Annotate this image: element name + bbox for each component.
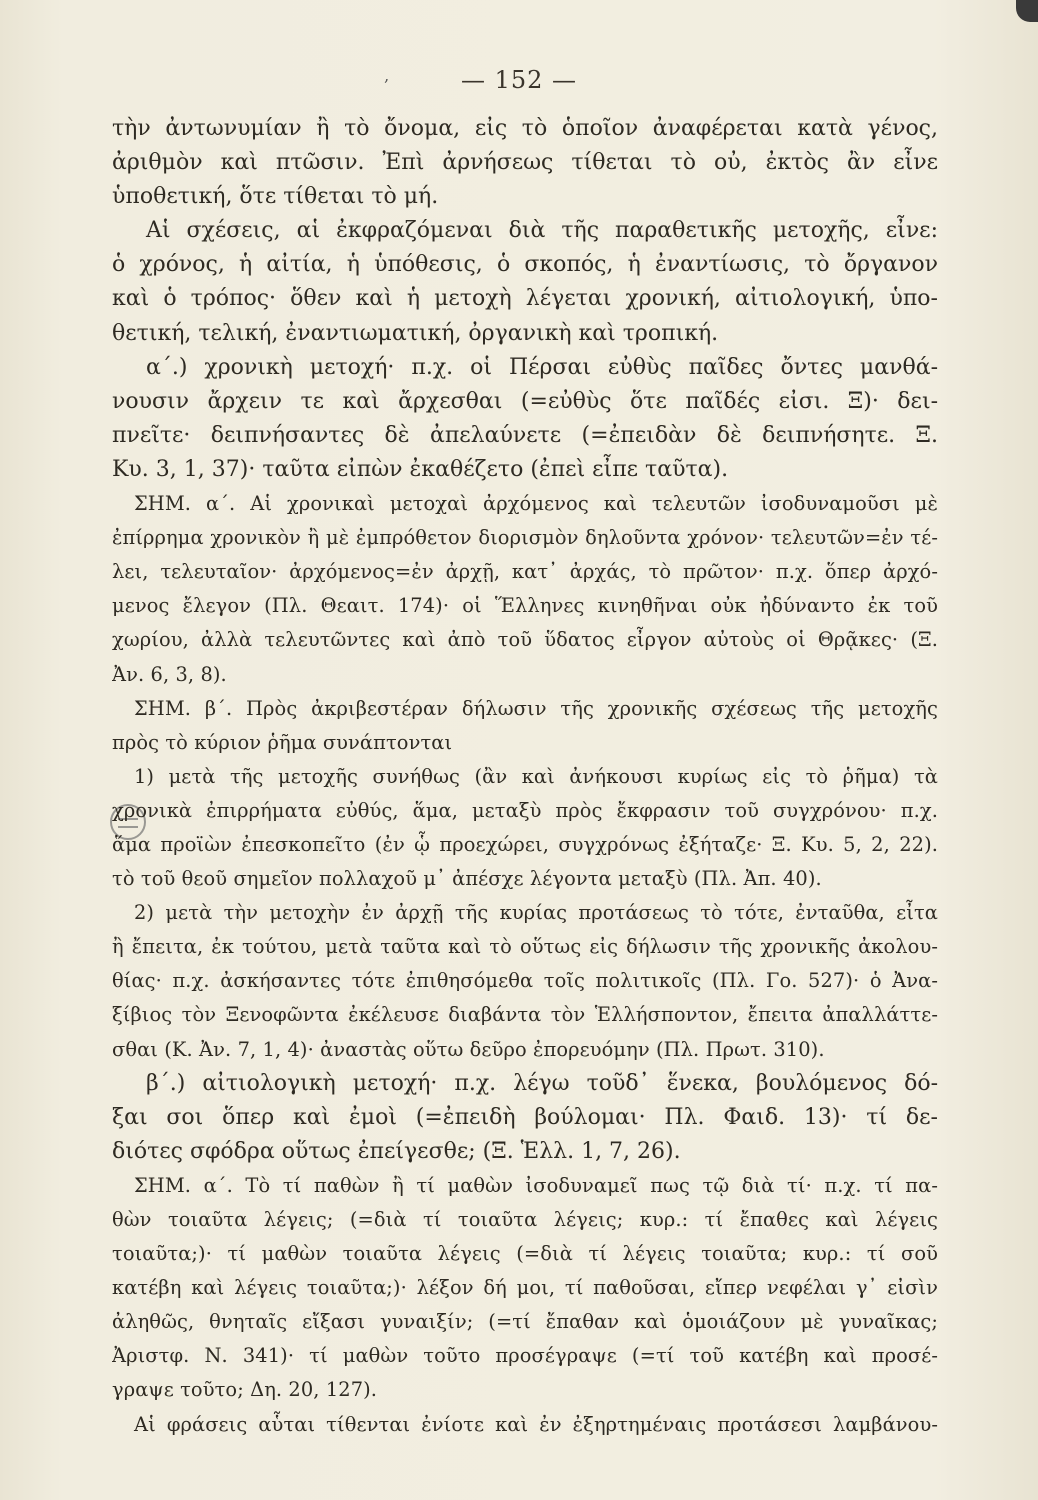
text-line: β΄.) αἰτιολογικὴ μετοχή· π.χ. λέγω τοῦδ᾽ ἕνεκα, βουλόμενος δό- [146,1070,938,1096]
corner-scan-mark [1016,0,1038,22]
text-line: ἀριθμὸν καὶ πτῶσιν. Ἐπὶ ἀρνήσεως τίθεται τὸ οὐ, ἐκτὸς ἂν εἶνε [112,150,938,176]
text-line: νουσιν ἄρχειν τε καὶ ἄρχεσθαι (=εὐθὺς ὅτε παῖδές εἰσι. Ξ)· δει- [112,388,938,414]
note-line: γραψε τοῦτο; Δη. 20, 127). [112,1378,378,1402]
note-line: χωρίου, ἀλλὰ τελευτῶντες καὶ ἀπὸ τοῦ ὕδατος εἶργον αὐτοὺς οἱ Θρᾷκες· (Ξ. [112,628,938,652]
note-line: λει, τελευταῖον· ἀρχόμενος=ἐν ἀρχῇ, κατ᾽ ἀρχάς, τὸ πρῶτον· π.χ. ὅπερ ἀρχό- [112,560,938,584]
text-line: διότες σφόδρα οὕτως ἐπείγεσθε; (Ξ. Ἑλλ. 1, 7, 26). [112,1138,681,1164]
page-text [112,112,938,1442]
text-line: α΄.) χρονικὴ μετοχή· π.χ. οἱ Πέρσαι εὐθὺς παῖδες ὄντες μανθά- [146,354,938,380]
text-line: θετική, τελική, ἐναντιωματική, ὀργανικὴ καὶ τροπική. [112,320,719,346]
note-line: Ἀριστφ. Ν. 341)· τί μαθὼν τοῦτο προσέγραψε (=τί τοῦ κατέβη καὶ προσέ- [112,1344,938,1368]
note-line: 2) μετὰ τὴν μετοχὴν ἐν ἀρχῇ τῆς κυρίας προτάσεως τὸ τότε, ἐνταῦθα, εἶτα [134,901,938,925]
note-line: κατέβη καὶ λέγεις τοιαῦτα;)· λέξον δή μοι, τί παθοῦσαι, εἴπερ νεφέλαι γ᾽ εἰσὶν [112,1276,938,1300]
note-line: ἀληθῶς, θνηταῖς εἴξασι γυναιξίν; (=τί ἔπαθαν καὶ ὁμοιάζουν μὲ γυναῖκας; [112,1310,938,1334]
note-line: 1) μετὰ τῆς μετοχῆς συνήθως (ἂν καὶ ἀνήκουσι κυρίως εἰς τὸ ῥῆμα) τὰ [134,764,938,788]
note-line: ἅμα προϊὼν ἐπεσκοπεῖτο (ἐν ᾧ προεχώρει, συγχρόνως ἐξήταζε· Ξ. Κυ. 5, 2, 22). [112,832,938,856]
note-line: ΣΗΜ. β΄. Πρὸς ἀκριβεστέραν δήλωσιν τῆς χρονικῆς σχέσεως τῆς μετοχῆς [134,696,938,720]
note-line: μενος ἔλεγον (Πλ. Θεαιτ. 174)· οἱ Ἕλληνες κινηθῆναι οὐκ ἠδύναντο ἐκ τοῦ [112,594,938,618]
note-line: Αἱ φράσεις αὗται τίθενται ἐνίοτε καὶ ἐν ἐξηρτημέναις προτάσεσι λαμβάνου- [134,1412,938,1436]
page-mark: ‚ [384,66,390,85]
text-line: τὴν ἀντωνυμίαν ἢ τὸ ὄνομα, εἰς τὸ ὁποῖον ἀναφέρεται κατὰ γένος, [112,116,938,141]
page-number: — 152 — [460,66,578,94]
note-line: ξίβιος τὸν Ξενοφῶντα ἐκέλευσε διαβάντα τὸν Ἑλλήσποντον, ἔπειτα ἀπαλλάττε- [112,1003,938,1027]
note-line: πρὸς τὸ κύριον ῥῆμα συνάπτονται [112,730,453,754]
note-line: σθαι (Κ. Ἀν. 7, 1, 4)· ἀναστὰς οὕτω δεῦρο ἐπορευόμην (Πλ. Πρωτ. 310). [112,1037,825,1061]
text-line: ὁ χρόνος, ἡ αἰτία, ἡ ὑπόθεσις, ὁ σκοπός, ἡ ἐναντίωσις, τὸ ὄργανον [112,252,938,278]
note-line: Ἀν. 6, 3, 8). [112,662,227,686]
note-line: ΣΗΜ. α΄. Τὸ τί παθὼν ἢ τί μαθὼν ἰσοδυναμεῖ πως τῷ διὰ τί· π.χ. τί πα- [134,1173,938,1197]
text-line: καὶ ὁ τρόπος· ὅθεν καὶ ἡ μετοχὴ λέγεται χρονική, αἰτιολογική, ὑπο- [112,286,938,312]
text-line: ὑποθετική, ὅτε τίθεται τὸ μή. [112,184,439,210]
text-line: Κυ. 3, 1, 37)· ταῦτα εἰπὼν ἐκαθέζετο (ἐπεὶ εἶπε ταῦτα). [112,456,729,482]
text-line: ξαι σοι ὅπερ καὶ ἐμοὶ (=ἐπειδὴ βούλομαι· Πλ. Φαιδ. 13)· τί δε- [112,1104,938,1130]
text-line: πνεῖτε· δειπνήσαντες δὲ ἀπελαύνετε (=ἐπειδὰν δὲ δειπνήσητε. Ξ. [112,422,938,448]
note-line: θὼν τοιαῦτα λέγεις; (=διὰ τί τοιαῦτα λέγεις; κυρ.: τί ἔπαθες καὶ λέγεις [112,1208,938,1231]
note-line: ἢ ἔπειτα, ἐκ τούτου, μετὰ ταῦτα καὶ τὸ οὕτως εἰς δήλωσιν τῆς χρονικῆς ἀκολου- [112,935,938,959]
note-line: ἐπίρρημα χρονικὸν ἢ μὲ ἐμπρόθετον διορισμὸν δηλοῦντα χρόνον· τελευτῶν=ἐν τέ- [112,526,938,550]
note-line: τοιαῦτα;)· τί μαθὼν τοιαῦτα λέγεις (=διὰ τί λέγεις τοιαῦτα; κυρ.: τί σοῦ [112,1242,938,1266]
note-line: τὸ τοῦ θεοῦ σημεῖον πολλαχοῦ μ᾽ ἀπέσχε λέγοντα μεταξὺ (Πλ. Ἀπ. 40). [112,867,822,891]
note-line: χρονικὰ ἐπιρρήματα εὐθύς, ἅμα, μεταξὺ πρὸς ἔκφρασιν τοῦ συγχρόνου· π.χ. [112,798,938,822]
text-line: Αἱ σχέσεις, αἱ ἐκφραζόμεναι διὰ τῆς παραθετικῆς μετοχῆς, εἶνε: [146,218,938,244]
note-line: θίας· π.χ. ἀσκήσαντες τότε ἐπιθησόμεθα τοῖς πολιτικοῖς (Πλ. Γο. 527)· ὁ Ἀνα- [112,969,938,993]
note-line: ΣΗΜ. α΄. Αἱ χρονικαὶ μετοχαὶ ἀρχόμενος καὶ τελευτῶν ἰσοδυναμοῦσι μὲ [134,492,938,516]
